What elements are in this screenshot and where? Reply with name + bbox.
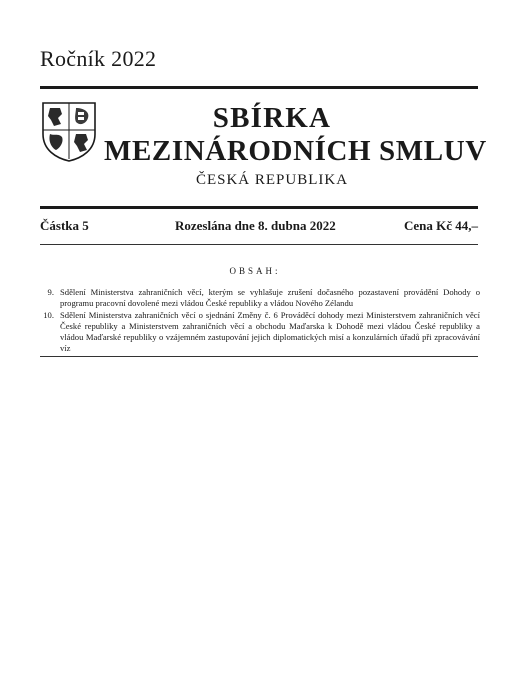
header-middle-rule [40, 206, 478, 209]
contents-item [40, 287, 480, 309]
contents-title: OBSAH: [229, 266, 281, 276]
contents-item [40, 310, 480, 354]
contents-item-number: 10. [43, 310, 54, 320]
contents-item-text: Sdělení Ministerstva zahraničních věcí, kterým se vyhlašuje zrušení dočasného pozastavení provádění Dohody o programu pracovní dovolené mezi vládou České republiky a vládou Nového Zélandu [60, 287, 480, 308]
contents-item-text: Sdělení Ministerstva zahraničních věcí o sjednání Změny č. 6 Prováděcí dohody mezi Ministerstvem zahraničních věcí České republiky a Ministerstvem zahraničních věcí a obchodu Maďarska k Dohodě mezi vládou České republiky a vládou Maďarské republiky o vzájemném zastupování jejich diplomatických misí a konzulárních úřadů při zpracovávání víz [60, 310, 480, 353]
header-top-rule [40, 86, 478, 89]
page-title-line2: MEZINÁRODNÍCH SMLUV [104, 135, 487, 167]
distribution-date: Rozeslána dne 8. dubna 2022 [175, 218, 336, 233]
contents-bottom-rule [40, 356, 478, 357]
part-label: Částka 5 [40, 218, 89, 233]
country-subtitle: ČESKÁ REPUBLIKA [195, 172, 349, 188]
volume-label: Ročník 2022 [40, 46, 157, 71]
page-title-line1: SBÍRKA [212, 102, 332, 134]
info-bottom-rule [40, 244, 478, 245]
price-label: Cena Kč 44,– [403, 218, 478, 233]
contents-item-number: 9. [47, 287, 54, 297]
